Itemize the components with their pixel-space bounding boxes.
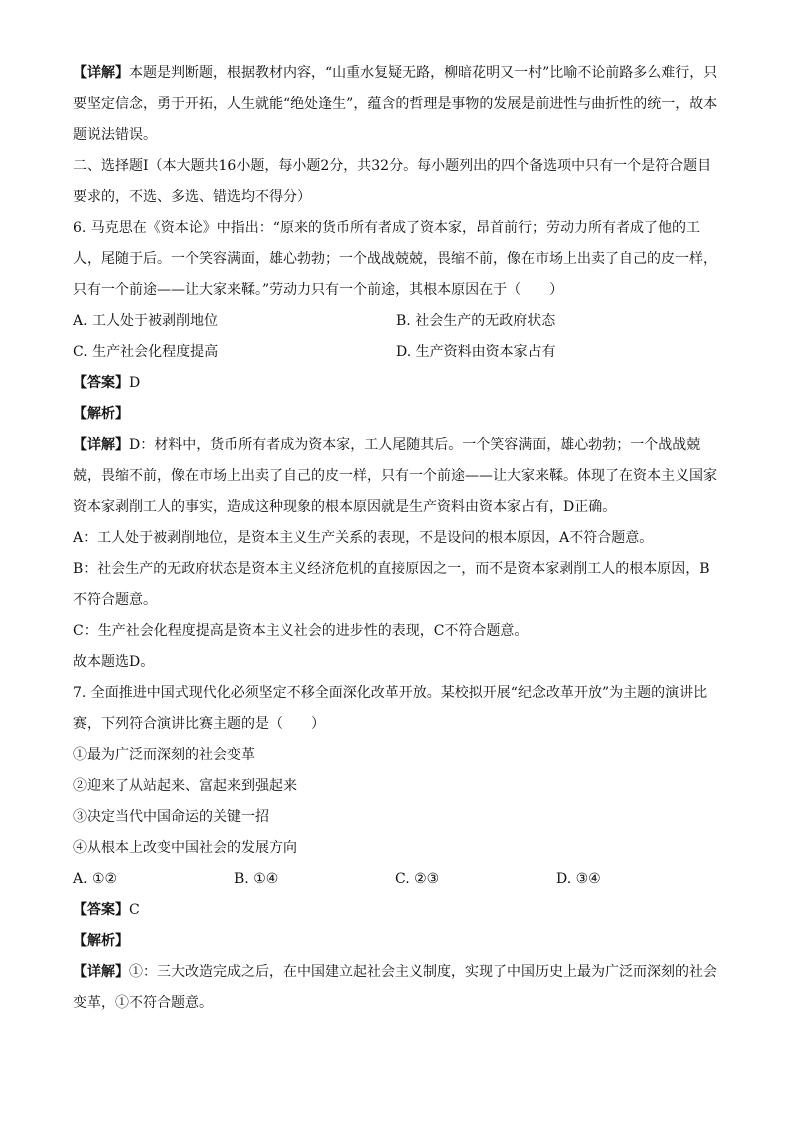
answer-tag: 【答案】 (73, 375, 129, 391)
detail-tag: 【详解】 (73, 65, 129, 81)
q6-explanation-c: C：生产社会化程度提高是资本主义社会的进步性的表现，C不符合题意。 (73, 623, 529, 639)
answer-tag: 【答案】 (73, 902, 129, 918)
q7-answer (73, 895, 723, 926)
q7-item-1: ①最为广泛而深刻的社会变革 (73, 747, 255, 763)
detail-tag: 【详解】 (73, 964, 129, 980)
q7-stem: 7. 全面推进中国式现代化必须坚定不移全面深化改革开放。某校拟开展“纪念改革开放”为主题的演讲比赛，下列符合演讲比赛主题的是（ ） (73, 685, 708, 732)
q7-options-row (73, 864, 723, 895)
q6-option-d: D. 生产资料由资本家占有 (396, 344, 556, 360)
answer-value: D (129, 375, 141, 391)
q6-options-row-2 (73, 337, 723, 368)
q6-option-a: A. 工人处于被剥削地位 (73, 313, 219, 329)
q7-item-2: ②迎来了从站起来、富起来到强起来 (73, 778, 297, 794)
q6-option-b: B. 社会生产的无政府状态 (396, 313, 556, 329)
q7-option-b: B. ①④ (234, 871, 279, 887)
answer-value: C (129, 902, 140, 918)
q6-options-row-1 (73, 306, 723, 337)
q7-option-c: C. ②③ (395, 871, 440, 887)
detail-text: D：材料中，货币所有者成为资本家，工人尾随其后。一个笑容满面，雄心勃勃；一个战战兢兢，畏缩不前，像在市场上出卖了自己的皮一样，只有一个前途——让大家来鞣。体现了在资本主义国家资本家剥削工人的事实，造成这种现象的根本原因就是生产资料由资本家占有，D正确。 (73, 437, 717, 515)
section-heading: 二、选择题Ⅰ（本大题共16小题，每小题2分，共32分。每小题列出的四个备选项中只有一个是符合题目要求的，不选、多选、错选均不得分） (73, 158, 712, 205)
q7-analysis-tag: 【解析】 (73, 933, 129, 949)
q6-stem: 6. 马克思在《资本论》中指出：“原来的货币所有者成了资本家，昂首前行；劳动力所有者成了他的工人，尾随于后。一个笑容满面，雄心勃勃；一个战战兢兢，畏缩不前，像在市场上出卖了自己的皮一样，只有一个前途——让大家来鞣。”劳动力只有一个前途，其根本原因在于（ ） (73, 220, 717, 298)
q6-conclusion: 故本题选D。 (73, 654, 155, 670)
q6-answer (73, 368, 723, 399)
q6-analysis-tag: 【解析】 (73, 406, 129, 422)
q5-detail (73, 58, 723, 151)
q7-item-4: ④从根本上改变中国社会的发展方向 (73, 840, 297, 856)
q7-item-3: ③决定当代中国命运的关键一招 (73, 809, 269, 825)
q6-option-c: C. 生产社会化程度提高 (73, 344, 219, 360)
q6-detail (73, 430, 723, 523)
q7-detail (73, 957, 723, 1019)
detail-tag: 【详解】 (73, 437, 129, 453)
q7-option-a: A. ①② (73, 871, 118, 887)
q6-explanation-a: A：工人处于被剥削地位，是资本主义生产关系的表现，不是设问的根本原因，A不符合题意。 (73, 530, 654, 546)
q7-option-d: D. ③④ (556, 871, 601, 887)
q6-explanation-b: B：社会生产的无政府状态是资本主义经济危机的直接原因之一，而不是资本家剥削工人的根本原因，B不符合题意。 (73, 561, 710, 608)
detail-text: ①：三大改造完成之后，在中国建立起社会主义制度，实现了中国历史上最为广泛而深刻的社会变革，①不符合题意。 (73, 964, 717, 1011)
detail-text: 本题是判断题，根据教材内容，“山重水复疑无路，柳暗花明又一村”比喻不论前路多么难行，只要坚定信念，勇于开拓，人生就能“绝处逢生”，蕴含的哲理是事物的发展是前进性与曲折性的统一，故本题说法错误。 (73, 65, 718, 143)
document-page (73, 58, 723, 1019)
